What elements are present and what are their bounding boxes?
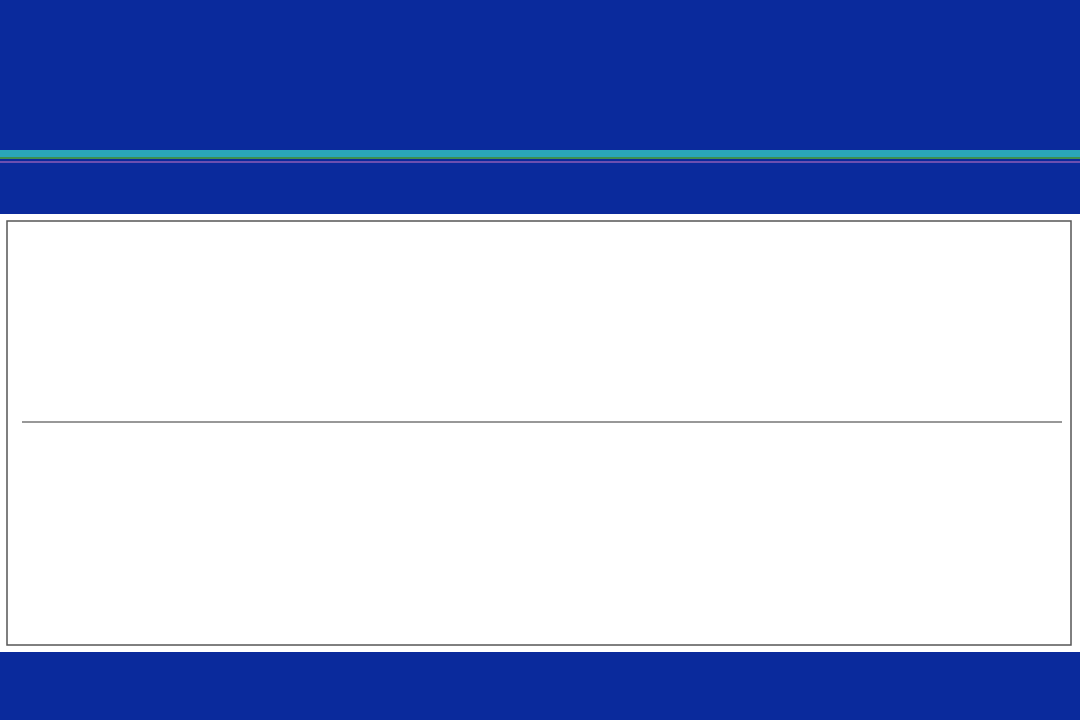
detector-figure bbox=[0, 214, 1080, 652]
figure-frame bbox=[7, 221, 1071, 645]
title-divider-green bbox=[0, 157, 1080, 159]
title-divider-teal bbox=[0, 150, 1080, 157]
detector-figure-svg bbox=[0, 214, 1080, 652]
title-divider-purple bbox=[0, 161, 1080, 163]
